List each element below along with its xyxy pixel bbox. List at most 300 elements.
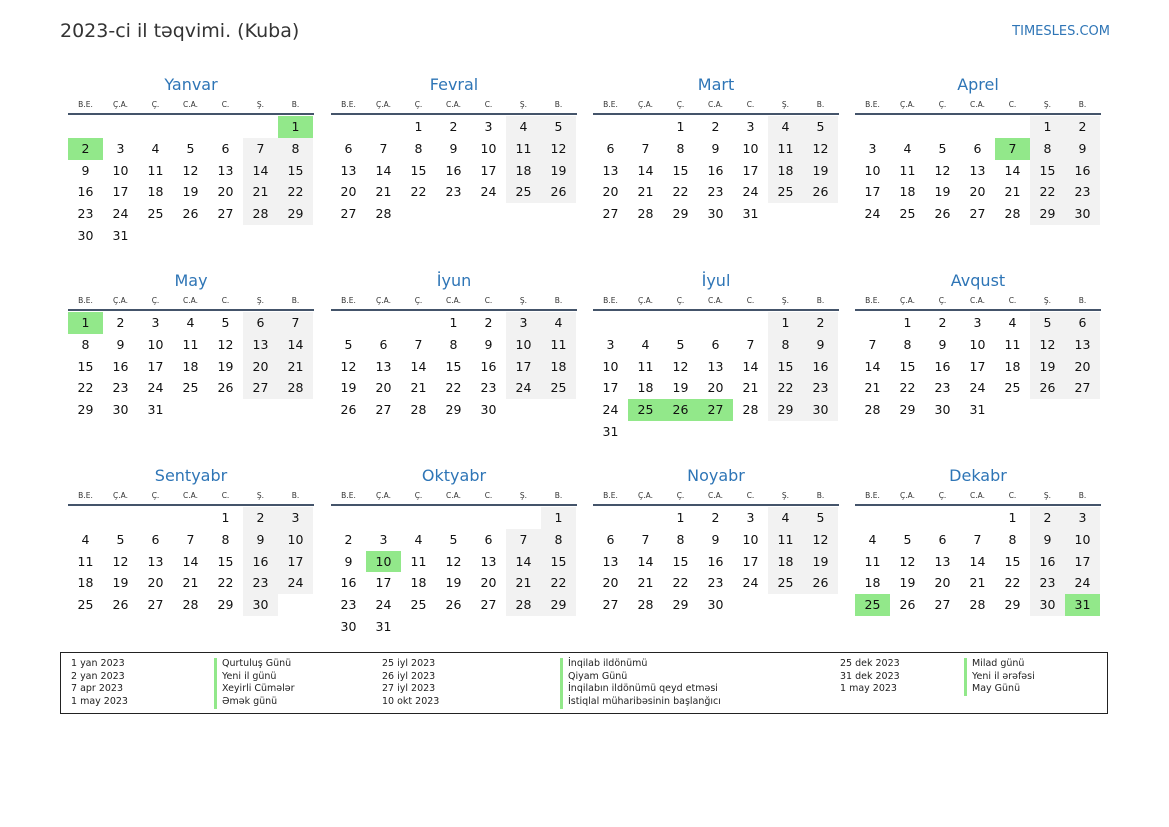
weekday-label: C. <box>1008 491 1017 500</box>
day-cell: 4 <box>151 140 160 156</box>
weekday-label: Ç. <box>151 491 160 500</box>
day-cell: 31 <box>742 206 759 222</box>
empty-cell <box>331 507 366 529</box>
day-cell: 22 <box>217 575 234 591</box>
empty-cell <box>173 399 208 421</box>
empty-cell <box>925 507 960 529</box>
day-cell: 15 <box>672 162 689 178</box>
day-cell: 5 <box>344 336 353 352</box>
day-cell: 30 <box>112 402 129 418</box>
day-cell: 20 <box>147 575 164 591</box>
weekday-label: B. <box>291 100 300 109</box>
weekday-label: Ş. <box>256 100 265 109</box>
empty-cell <box>663 312 698 334</box>
weekday-label: Ş. <box>1043 296 1052 305</box>
day-cell: 10 <box>506 334 541 356</box>
day-cell: 18 <box>410 575 427 591</box>
day-cell: 4 <box>541 312 576 334</box>
day-cell: 28 <box>637 206 654 222</box>
day-cell: 31 <box>602 423 619 439</box>
empty-cell <box>960 116 995 138</box>
empty-cell <box>593 312 628 334</box>
day-cell: 1 <box>541 507 576 529</box>
day-cell: 30 <box>707 597 724 613</box>
day-cell: 14 <box>410 358 427 374</box>
weekday-header <box>593 293 839 311</box>
day-cell: 18 <box>768 551 803 573</box>
day-cell: 11 <box>768 529 803 551</box>
day-cell: 21 <box>243 181 278 203</box>
day-cell: 8 <box>541 529 576 551</box>
day-cell: 9 <box>1030 529 1065 551</box>
legend-holiday-name: İnqilab ildönümü <box>560 658 721 671</box>
weekday-label: Ş. <box>1043 491 1052 500</box>
day-cell: 14 <box>864 358 881 374</box>
day-cell: 16 <box>1065 160 1100 182</box>
weekday-label: Ç.A. <box>112 491 128 500</box>
day-cell: 18 <box>541 356 576 378</box>
week-row <box>593 160 839 182</box>
day-cell: 19 <box>899 575 916 591</box>
day-cell: 16 <box>707 553 724 569</box>
empty-cell <box>208 225 243 247</box>
day-cell: 5 <box>449 531 458 547</box>
day-cell: 21 <box>1004 184 1021 200</box>
empty-cell <box>401 616 436 638</box>
day-cell: 28 <box>506 594 541 616</box>
day-cell: 10 <box>278 529 313 551</box>
empty-cell <box>1065 399 1100 421</box>
legend-dates-1 <box>71 658 128 709</box>
day-cell: 23 <box>112 380 129 396</box>
empty-cell <box>278 399 313 421</box>
day-cell: 18 <box>182 358 199 374</box>
day-cell: 17 <box>480 162 497 178</box>
day-cell: 27 <box>243 377 278 399</box>
day-cell: 6 <box>973 140 982 156</box>
weekday-label: B.E. <box>341 491 356 500</box>
day-cell: 6 <box>484 531 493 547</box>
day-cell: 23 <box>934 380 951 396</box>
day-cell: 6 <box>344 140 353 156</box>
day-cell: 29 <box>217 597 234 613</box>
day-cell: 19 <box>934 184 951 200</box>
day-cell: 9 <box>711 140 720 156</box>
week-row <box>331 160 577 182</box>
week-row <box>855 181 1101 203</box>
day-cell: 18 <box>147 184 164 200</box>
day-cell: 7 <box>746 336 755 352</box>
day-cell: 22 <box>899 380 916 396</box>
empty-cell <box>506 507 541 529</box>
day-cell: 14 <box>742 358 759 374</box>
empty-cell <box>663 421 698 443</box>
empty-cell <box>1030 399 1065 421</box>
day-cell: 28 <box>410 402 427 418</box>
week-row <box>331 572 577 594</box>
week-row <box>331 399 577 421</box>
day-cell: 10 <box>864 162 881 178</box>
week-row <box>593 507 839 529</box>
weekday-label: Ç. <box>938 100 947 109</box>
weekday-label: B.E. <box>603 100 618 109</box>
day-cell: 22 <box>1030 181 1065 203</box>
legend-date: 1 may 2023 <box>840 683 897 695</box>
day-cell: 9 <box>484 336 493 352</box>
day-cell: 23 <box>480 380 497 396</box>
week-row <box>68 551 314 573</box>
day-cell: 28 <box>742 402 759 418</box>
day-cell: 10 <box>147 336 164 352</box>
weekday-label: C.A. <box>445 491 461 500</box>
day-cell: 29 <box>899 402 916 418</box>
day-cell: 12 <box>112 553 129 569</box>
empty-cell <box>995 399 1030 421</box>
day-cell: 4 <box>641 336 650 352</box>
day-cell: 9 <box>81 162 90 178</box>
day-cell: 15 <box>445 358 462 374</box>
weekday-label: Ç. <box>414 296 423 305</box>
week-row <box>68 377 314 399</box>
weekday-label: Ç. <box>676 100 685 109</box>
day-cell: 4 <box>768 116 803 138</box>
day-cell: 23 <box>707 575 724 591</box>
empty-cell <box>138 225 173 247</box>
day-cell: 8 <box>81 336 90 352</box>
month-name: Mart <box>697 75 735 94</box>
day-cell: 3 <box>746 510 755 525</box>
week-row <box>68 312 314 334</box>
page-title: 2023-ci il təqvimi. (Kuba) <box>60 20 300 42</box>
day-cell: 15 <box>1004 553 1021 569</box>
day-cell: 25 <box>1004 380 1021 396</box>
day-cell: 3 <box>506 312 541 334</box>
day-cell: 26 <box>803 181 838 203</box>
day-cell: 30 <box>77 227 94 243</box>
empty-cell <box>925 116 960 138</box>
week-row <box>855 572 1101 594</box>
month-name: Dekabr <box>949 466 1007 485</box>
week-row <box>593 312 839 334</box>
weekday-label: C. <box>746 296 755 305</box>
week-row <box>331 334 577 356</box>
day-cell: 31 <box>147 402 164 418</box>
week-row <box>593 356 839 378</box>
weekday-label: Ç. <box>676 296 685 305</box>
day-cell: 2 <box>711 510 720 525</box>
weekday-label: B.E. <box>341 296 356 305</box>
day-cell: 15 <box>541 551 576 573</box>
day-cell: 15 <box>899 358 916 374</box>
day-cell: 24 <box>112 206 129 222</box>
day-cell: 21 <box>375 184 392 200</box>
day-cell: 5 <box>803 116 838 138</box>
holiday-day: 25 <box>628 399 663 421</box>
legend-date: 10 okt 2023 <box>382 696 440 708</box>
day-cell: 2 <box>243 507 278 529</box>
weekday-label: C.A. <box>182 296 198 305</box>
day-cell: 6 <box>379 336 388 352</box>
day-cell: 31 <box>375 618 392 634</box>
day-cell: 15 <box>672 553 689 569</box>
day-cell: 13 <box>1065 334 1100 356</box>
empty-cell <box>436 616 471 638</box>
day-cell: 22 <box>445 380 462 396</box>
weekday-label: Ç.A. <box>375 491 391 500</box>
day-cell: 18 <box>768 160 803 182</box>
empty-cell <box>698 312 733 334</box>
weekday-label: Ş. <box>781 296 790 305</box>
legend-holiday-name: May Günü <box>964 683 1035 696</box>
day-cell: 10 <box>742 531 759 547</box>
week-row <box>855 203 1101 225</box>
week-row <box>68 529 314 551</box>
day-cell: 14 <box>969 553 986 569</box>
empty-cell <box>138 116 173 138</box>
day-cell: 28 <box>637 597 654 613</box>
legend-names-1 <box>214 658 295 709</box>
day-cell: 14 <box>637 553 654 569</box>
week-row <box>855 312 1101 334</box>
day-cell: 11 <box>1004 336 1021 352</box>
weekday-header <box>331 293 577 311</box>
day-cell: 8 <box>221 531 230 547</box>
day-cell: 7 <box>973 531 982 547</box>
week-row <box>593 399 839 421</box>
week-row <box>593 116 839 138</box>
empty-cell <box>208 116 243 138</box>
day-cell: 28 <box>969 597 986 613</box>
weekday-header <box>855 293 1101 311</box>
empty-cell <box>173 507 208 529</box>
day-cell: 20 <box>934 575 951 591</box>
weekday-label: B. <box>816 296 825 305</box>
day-cell: 3 <box>746 119 755 134</box>
day-cell: 26 <box>803 572 838 594</box>
legend-date: 26 iyl 2023 <box>382 670 436 682</box>
day-cell: 5 <box>541 116 576 138</box>
day-cell: 16 <box>803 356 838 378</box>
empty-cell <box>366 116 401 138</box>
legend-date: 31 dek 2023 <box>840 670 900 682</box>
day-cell: 13 <box>969 162 986 178</box>
day-cell: 24 <box>506 377 541 399</box>
day-cell: 29 <box>77 402 94 418</box>
day-cell: 4 <box>903 140 912 156</box>
day-cell: 6 <box>243 312 278 334</box>
legend-dates-2 <box>382 658 439 709</box>
day-cell: 14 <box>506 551 541 573</box>
day-cell: 13 <box>602 162 619 178</box>
week-row <box>331 203 577 225</box>
day-cell: 30 <box>1030 594 1065 616</box>
day-cell: 30 <box>243 594 278 616</box>
day-cell: 27 <box>602 597 619 613</box>
day-cell: 3 <box>379 531 388 547</box>
legend-date: 1 yan 2023 <box>71 658 125 669</box>
week-row <box>68 507 314 529</box>
day-cell: 5 <box>186 140 195 156</box>
empty-cell <box>890 507 925 529</box>
day-cell: 3 <box>278 507 313 529</box>
week-row <box>68 572 314 594</box>
empty-cell <box>243 399 278 421</box>
day-cell: 17 <box>1065 551 1100 573</box>
day-cell: 19 <box>672 380 689 396</box>
week-row <box>68 334 314 356</box>
day-cell: 6 <box>606 531 615 547</box>
day-cell: 17 <box>864 184 881 200</box>
day-cell: 6 <box>938 531 947 547</box>
day-cell: 7 <box>278 312 313 334</box>
week-row <box>855 594 1101 616</box>
weekday-label: C. <box>1008 296 1017 305</box>
weekday-label: C.A. <box>707 491 723 500</box>
weekday-label: Ç.A. <box>899 296 915 305</box>
day-cell: 4 <box>1008 315 1017 330</box>
day-cell: 14 <box>243 160 278 182</box>
day-cell: 22 <box>541 572 576 594</box>
day-cell: 17 <box>112 184 129 200</box>
day-cell: 10 <box>112 162 129 178</box>
day-cell: 3 <box>151 315 160 330</box>
legend-holiday-name: İnqilabın ildönümü qeyd etməsi <box>560 683 721 696</box>
week-row <box>855 377 1101 399</box>
day-cell: 17 <box>742 553 759 569</box>
weekday-label: B. <box>291 296 300 305</box>
week-row <box>331 594 577 616</box>
day-cell: 12 <box>445 553 462 569</box>
day-cell: 16 <box>445 162 462 178</box>
empty-cell <box>173 225 208 247</box>
day-cell: 27 <box>217 206 234 222</box>
day-cell: 28 <box>864 402 881 418</box>
day-cell: 15 <box>217 553 234 569</box>
weekday-label: C.A. <box>969 100 985 109</box>
legend-date: 25 dek 2023 <box>840 658 900 669</box>
day-cell: 30 <box>934 402 951 418</box>
legend-date: 25 iyl 2023 <box>382 658 436 669</box>
week-row <box>331 312 577 334</box>
legend-holiday-name: Əmək günü <box>214 696 295 709</box>
day-cell: 12 <box>934 162 951 178</box>
empty-cell <box>471 616 506 638</box>
weekday-label: Ç.A. <box>637 100 653 109</box>
day-cell: 15 <box>1030 160 1065 182</box>
month-name: Fevral <box>429 75 479 94</box>
day-cell: 25 <box>410 597 427 613</box>
empty-cell <box>436 203 471 225</box>
week-row <box>68 356 314 378</box>
weekday-header <box>331 488 577 506</box>
holiday-day: 25 <box>855 594 890 616</box>
day-cell: 19 <box>803 551 838 573</box>
empty-cell <box>366 312 401 334</box>
holiday-day: 1 <box>68 312 103 334</box>
day-cell: 23 <box>803 377 838 399</box>
weekday-label: B. <box>554 491 563 500</box>
site-link[interactable]: TIMESLES.COM <box>1012 24 1110 39</box>
month-block <box>593 73 839 225</box>
day-cell: 29 <box>278 203 313 225</box>
day-cell: 11 <box>182 336 199 352</box>
empty-cell <box>366 507 401 529</box>
day-cell: 30 <box>707 206 724 222</box>
day-cell: 28 <box>182 597 199 613</box>
day-cell: 19 <box>1030 356 1065 378</box>
day-cell: 20 <box>243 356 278 378</box>
day-cell: 28 <box>1004 206 1021 222</box>
day-cell: 23 <box>1065 181 1100 203</box>
week-row <box>68 160 314 182</box>
week-row <box>593 334 839 356</box>
day-cell: 21 <box>278 356 313 378</box>
day-cell: 30 <box>480 402 497 418</box>
day-cell: 12 <box>182 162 199 178</box>
empty-cell <box>506 203 541 225</box>
day-cell: 20 <box>707 380 724 396</box>
month-name: May <box>174 271 208 290</box>
day-cell: 15 <box>77 358 94 374</box>
day-cell: 16 <box>480 358 497 374</box>
week-row <box>593 594 839 616</box>
day-cell: 20 <box>602 184 619 200</box>
day-cell: 7 <box>379 140 388 156</box>
weekday-header <box>593 488 839 506</box>
day-cell: 29 <box>541 594 576 616</box>
week-row <box>331 551 577 573</box>
day-cell: 11 <box>541 334 576 356</box>
weekday-label: C. <box>484 491 493 500</box>
empty-cell <box>401 507 436 529</box>
day-cell: 9 <box>243 529 278 551</box>
empty-cell <box>401 312 436 334</box>
empty-cell <box>138 507 173 529</box>
empty-cell <box>628 421 663 443</box>
empty-cell <box>173 116 208 138</box>
week-row <box>593 203 839 225</box>
day-cell: 5 <box>676 336 685 352</box>
day-cell: 23 <box>340 597 357 613</box>
day-cell: 1 <box>449 315 458 330</box>
month-name: İyul <box>701 271 731 290</box>
day-cell: 29 <box>672 206 689 222</box>
month-block <box>331 73 577 225</box>
day-cell: 5 <box>938 140 947 156</box>
legend-names-2 <box>560 658 721 709</box>
empty-cell <box>331 116 366 138</box>
weekday-label: C.A. <box>707 296 723 305</box>
day-cell: 17 <box>147 358 164 374</box>
month-name: Avqust <box>950 271 1006 290</box>
weekday-header <box>68 293 314 311</box>
weekday-label: B.E. <box>865 100 880 109</box>
day-cell: 23 <box>243 572 278 594</box>
day-cell: 9 <box>116 336 125 352</box>
day-cell: 22 <box>1004 575 1021 591</box>
day-cell: 1 <box>903 315 912 330</box>
week-row <box>331 507 577 529</box>
day-cell: 19 <box>541 160 576 182</box>
day-cell: 7 <box>243 138 278 160</box>
day-cell: 19 <box>803 160 838 182</box>
day-cell: 26 <box>340 402 357 418</box>
empty-cell <box>103 507 138 529</box>
day-cell: 27 <box>969 206 986 222</box>
empty-cell <box>243 116 278 138</box>
day-cell: 29 <box>1030 203 1065 225</box>
day-cell: 17 <box>969 358 986 374</box>
